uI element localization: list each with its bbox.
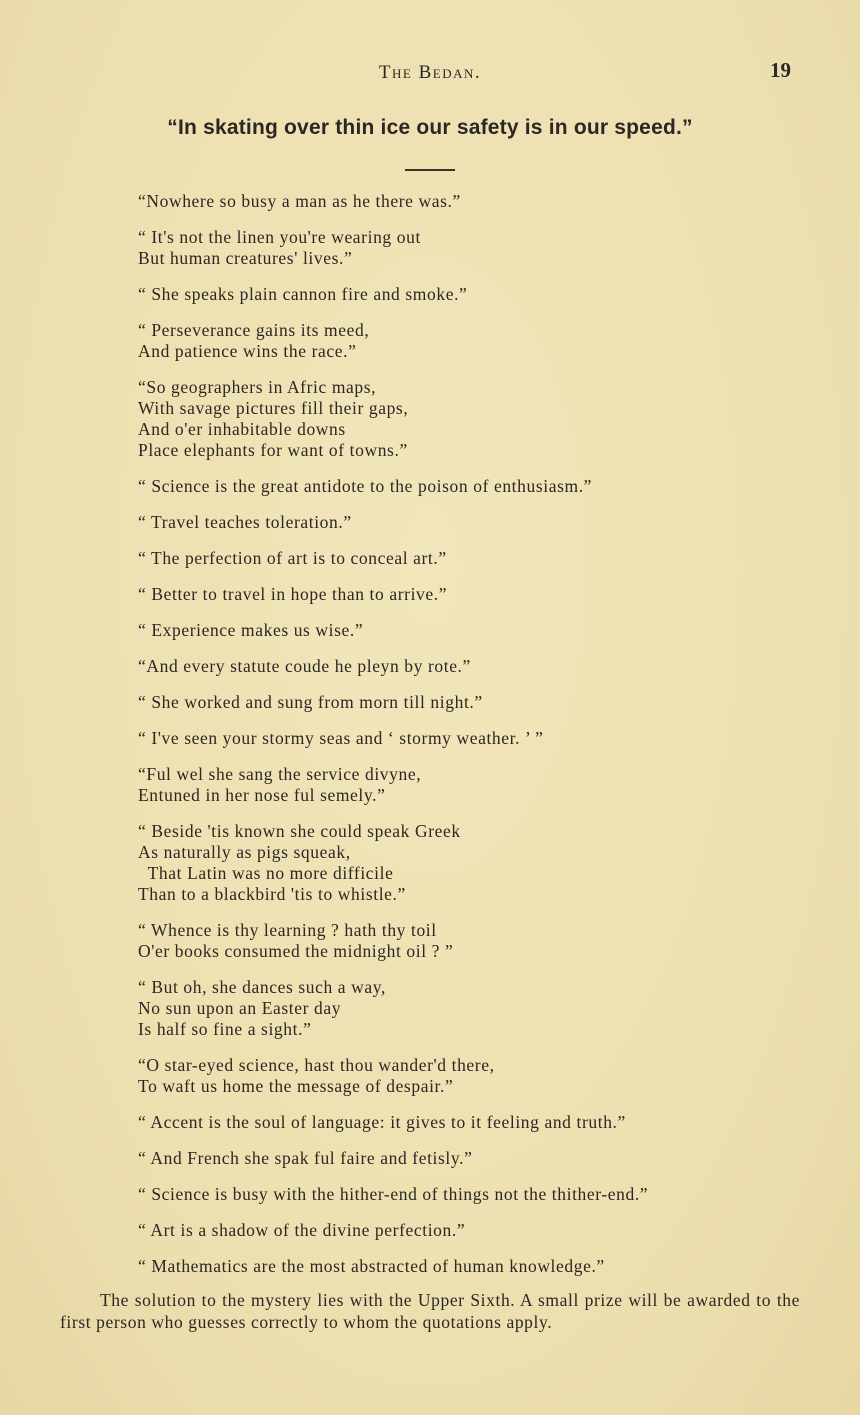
quotation-line: “ Science is busy with the hither-end of things not the thither-end.” [138,1184,649,1204]
page-number: 19 [770,58,791,82]
quotation-line: “Nowhere so busy a man as he there was.” [138,191,461,211]
quotation-line: O'er books consumed the midnight oil ? ” [138,941,454,961]
quotation-line: “ Experience makes us wise.” [138,620,364,640]
quotation [138,377,818,461]
quotation-line: “ Beside 'tis known she could speak Greek [138,821,461,841]
quotation [138,728,818,749]
quotation-line: “ It's not the linen you're wearing out [138,227,421,247]
quotation [138,821,818,905]
quotation [138,1256,818,1277]
quotation-line: Is half so fine a sight.” [138,1019,312,1039]
quotation-line: To waft us home the message of despair.” [138,1076,454,1096]
motto-heading: “In skating over thin ice our safety is in our speed.” [167,116,693,139]
quotation [138,1148,818,1169]
quotation [138,1220,818,1241]
quotation-line: “ The perfection of art is to conceal art.” [138,548,447,568]
quotation-line: But human creatures' lives.” [138,248,353,268]
quotation [138,1055,818,1097]
quotation [138,320,818,362]
quotation [138,548,818,569]
quotation-line: “Ful wel she sang the service divyne, [138,764,422,784]
quotation-line: “ But oh, she dances such a way, [138,977,386,997]
quotation-line: No sun upon an Easter day [138,998,342,1018]
quotation-line: “ And French she spak ful faire and fetisly.” [138,1148,473,1168]
quotation-line: “And every statute coude he pleyn by rote.” [138,656,471,676]
quotation [138,692,818,713]
quotation [138,1184,818,1205]
quotation [138,284,818,305]
quotation-line: “ She speaks plain cannon fire and smoke.” [138,284,468,304]
quotation-line: That Latin was no more difficile [138,863,394,883]
quotation-line: “ Mathematics are the most abstracted of human knowledge.” [138,1256,605,1276]
quotation-line: “ Perseverance gains its meed, [138,320,370,340]
quotation-line: And patience wins the race.” [138,341,357,361]
quotation [138,476,818,497]
quotation [138,656,818,677]
quotation [138,191,818,212]
quotation-line: “ Travel teaches toleration.” [138,512,352,532]
footer-note: The solution to the mystery lies with the Upper Sixth. A small prize will be awarded to the first person who guesses correctly to whom the quotations apply. [60,1290,800,1332]
quotation-line: And o'er inhabitable downs [138,419,346,439]
quotation-line: “ I've seen your stormy seas and ‘ stormy weather. ’ ” [138,728,544,748]
quotation-line: With savage pictures fill their gaps, [138,398,409,418]
quotation-line: “ Art is a shadow of the divine perfection.” [138,1220,466,1240]
quotation-line: As naturally as pigs squeak, [138,842,351,862]
quotation [138,764,818,806]
quotation [138,620,818,641]
quotation-line: “ Better to travel in hope than to arrive.” [138,584,448,604]
quotation-line: Than to a blackbird 'tis to whistle.” [138,884,406,904]
quotation-line: “So geographers in Afric maps, [138,377,377,397]
quotation-line: “ Whence is thy learning ? hath thy toil [138,920,437,940]
quotation [138,512,818,533]
quotation-line: “O star-eyed science, hast thou wander'd there, [138,1055,495,1075]
quotation-line: Entuned in her nose ful semely.” [138,785,386,805]
quotation-line: “ Accent is the soul of language: it gives to it feeling and truth.” [138,1112,626,1132]
quotation-list [138,191,818,1292]
quotation-line: Place elephants for want of towns.” [138,440,408,460]
quotation [138,920,818,962]
quotation [138,227,818,269]
quotation-line: “ Science is the great antidote to the poison of enthusiasm.” [138,476,593,496]
running-head: The Bedan. [378,62,482,83]
quotation [138,1112,818,1133]
quotation [138,584,818,605]
divider-rule [405,169,455,171]
quotation-line: “ She worked and sung from morn till night.” [138,692,483,712]
quotation [138,977,818,1040]
